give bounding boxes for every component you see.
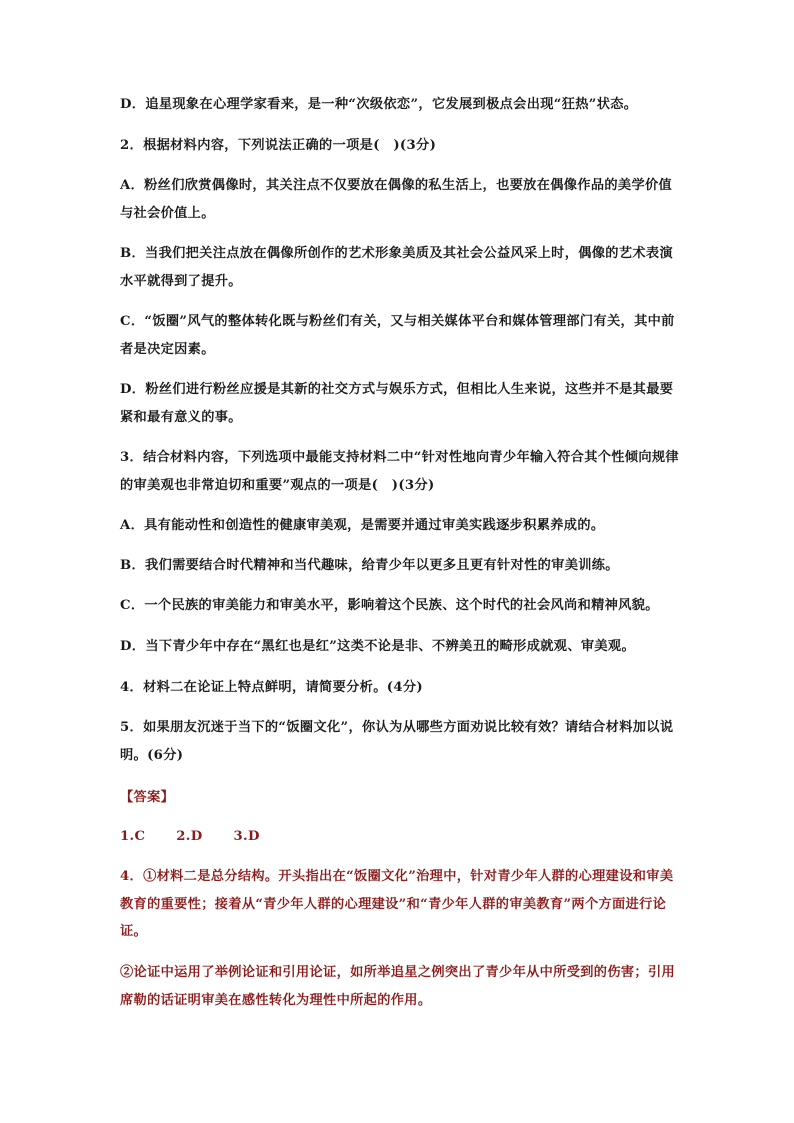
q2-stem: 2．根据材料内容，下列说法正确的一项是( )(3分) xyxy=(120,138,437,153)
q3-option-a: A．具有能动性和创造性的健康审美观，是需要并通过审美实践逐步积累养成的。 xyxy=(120,518,605,533)
q3-option-d: D．当下青少年中存在“黑红也是红”这类不论是非、不辨美丑的畸形成就观、审美观。 xyxy=(120,639,636,654)
q3-option-b: B．我们需要结合时代精神和当代趣味，给青少年以更多且更有针对性的审美训练。 xyxy=(120,558,619,573)
answer-heading: 【答案】 xyxy=(120,790,175,805)
answer-mc-1: 1.C xyxy=(120,829,146,844)
q2-option-a: A．粉丝们欣赏偶像时，其关注点不仅要放在偶像的私生活上，也要放在偶像作品的美学价值与社会价值上。 xyxy=(120,178,673,221)
q2-option-c: C．“饭圈”风气的整体转化既与粉丝们有关，又与相关媒体平台和媒体管理部门有关，其中前者是决定因素。 xyxy=(120,314,675,357)
q4-stem: 4．材料二在论证上特点鲜明，请简要分析。(4分) xyxy=(120,680,423,695)
q5-stem: 5．如果朋友沉迷于当下的“饭圈文化”，你认为从哪些方面劝说比较有效？请结合材料加以说明。(6分) xyxy=(120,720,674,763)
answer-4-part-1: 4．①材料二是总分结构。开头指出在“饭圈文化”治理中，针对青少年人群的心理建设和审美教育的重要性；接着从“青少年人群的心理建设”和“青少年人群的审美教育”两个方面进行论证。 xyxy=(120,869,674,940)
q2-option-b: B．当我们把关注点放在偶像所创作的艺术形象美质及其社会公益风采上时，偶像的艺术表演水平就得到了提升。 xyxy=(120,246,673,289)
answer-mc-line xyxy=(120,823,680,851)
answer-mc-3: 3.D xyxy=(233,829,260,844)
q3-option-c: C．一个民族的审美能力和审美水平，影响着这个民族、这个时代的社会风尚和精神风貌。 xyxy=(120,598,659,613)
answer-4-part-2: ②论证中运用了举例论证和引用论证，如所举追星之例突出了青少年从中所受到的伤害；引用席勒的话证明审美在感性转化为理性中所起的作用。 xyxy=(120,965,676,1008)
q3-stem: 3．结合材料内容，下列选项中最能支持材料二中“针对性地向青少年输入符合其个性倾向规律的审美观也非常迫切和重要”观点的一项是( )(3分) xyxy=(120,450,679,493)
q1-option-d: D．追星现象在心理学家看来，是一种“次级依恋”，它发展到极点会出现“狂热”状态。 xyxy=(120,97,638,112)
q2-option-d: D．粉丝们进行粉丝应援是其新的社交方式与娱乐方式，但相比人生来说，这些并不是其最要紧和最有意义的事。 xyxy=(120,382,674,425)
answer-mc-2: 2.D xyxy=(176,829,203,844)
